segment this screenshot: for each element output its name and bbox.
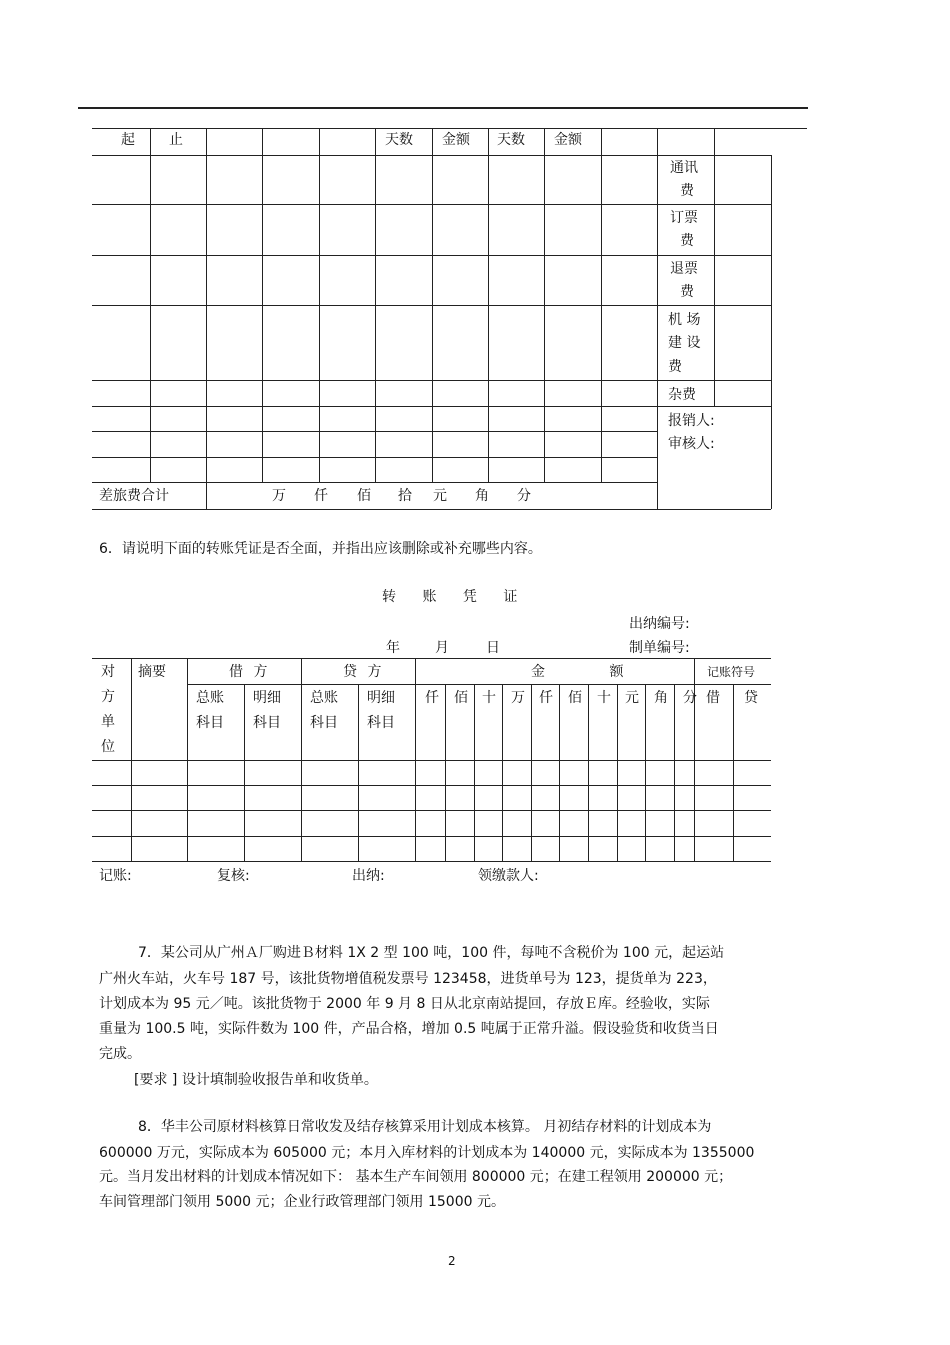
grid-line xyxy=(559,684,560,861)
mark-credit: 贷 xyxy=(744,690,758,706)
grid-line xyxy=(657,255,771,256)
side-item-refund: 费 xyxy=(680,284,694,300)
reimburser-label: 报销人: xyxy=(668,413,715,429)
grid-line xyxy=(771,155,772,509)
digit-col: 仟 xyxy=(425,690,439,706)
sub-general-credit: 科目 xyxy=(310,715,338,731)
grid-line xyxy=(92,836,771,837)
digit-col: 十 xyxy=(482,690,496,706)
total-unit: 佰 xyxy=(357,488,371,504)
grid-line xyxy=(645,684,646,861)
sub-detail-credit: 明细 xyxy=(367,690,395,706)
grid-line xyxy=(301,658,302,861)
voucher-top xyxy=(92,658,771,659)
q8-line: 车间管理部门领用 5000 元；企业行政管理部门领用 15000 元。 xyxy=(99,1194,505,1210)
grid-line xyxy=(92,305,657,306)
grid-line xyxy=(92,431,657,432)
grid-line xyxy=(244,684,245,861)
grid-line xyxy=(187,658,188,861)
total-unit: 拾 xyxy=(398,488,412,504)
grid-line xyxy=(415,658,416,861)
sub-general-debit: 总账 xyxy=(196,690,224,706)
grid-line xyxy=(657,204,771,205)
side-item-booking: 订票 xyxy=(670,210,698,226)
grid-line xyxy=(445,684,446,861)
grid-line xyxy=(206,128,207,509)
digit-col: 仟 xyxy=(539,690,553,706)
q6-text: 6．请说明下面的转账凭证是否全面，并指出应该删除或补充哪些内容。 xyxy=(99,541,542,557)
voucher-title: 转 账 凭 证 xyxy=(382,589,518,605)
voucher-bottom xyxy=(92,861,771,862)
prep-number-label: 制单编号: xyxy=(629,640,690,656)
side-item-airport-fee: 费 xyxy=(668,359,682,375)
col-party: 单 xyxy=(101,714,115,730)
digit-col: 角 xyxy=(654,690,668,706)
travel-table-bottom xyxy=(92,509,771,510)
grid-line xyxy=(92,406,657,407)
q8-line: 元。当月发出材料的计划成本情况如下： 基本生产车间领用 800000 元；在建工程领用 200000 元； xyxy=(99,1169,733,1185)
digit-col: 分 xyxy=(683,690,697,706)
header-end: 止 xyxy=(169,132,183,148)
grid-line xyxy=(92,155,657,156)
col-amount: 金 额 xyxy=(531,664,624,680)
grid-line xyxy=(657,155,771,156)
grid-line xyxy=(187,684,771,685)
q7-line: 7．某公司从广州Ａ厂购进Ｂ材料 1X 2 型 100 吨，100 件，每吨不含税价为 100 元，起运站 xyxy=(138,945,725,961)
side-item-communication: 通讯 xyxy=(670,160,698,176)
grid-line xyxy=(92,810,771,811)
digit-col: 万 xyxy=(511,690,525,706)
grid-line xyxy=(588,684,589,861)
q7-line: 计划成本为 95 元／吨。该批货物于 2000 年 9 月 8 日从北京南站提回，存放Ｅ库。经验收，实际 xyxy=(99,996,710,1012)
mark-debit: 借 xyxy=(706,690,720,706)
side-item-misc: 杂费 xyxy=(668,387,696,403)
grid-line xyxy=(657,406,771,407)
side-item-refund: 退票 xyxy=(670,261,698,277)
reviewer-label: 审核人: xyxy=(668,436,715,452)
top-rule xyxy=(78,107,808,109)
col-party: 方 xyxy=(101,689,115,705)
footer-cashier: 出纳: xyxy=(352,868,385,884)
q8-line: 8．华丰公司原材料核算日常收发及结存核算采用计划成本核算。 月初结存材料的计划成本为 xyxy=(138,1119,712,1135)
grid-line xyxy=(674,684,675,861)
grid-line xyxy=(92,457,657,458)
total-unit: 分 xyxy=(517,488,531,504)
grid-line xyxy=(502,684,503,861)
sub-detail-debit: 科目 xyxy=(253,715,281,731)
col-party: 位 xyxy=(101,739,115,755)
cashier-number-label: 出纳编号: xyxy=(629,616,690,632)
grid-line xyxy=(92,380,657,381)
sub-general-debit: 科目 xyxy=(196,715,224,731)
grid-line xyxy=(657,380,771,381)
q7-line: 广州火车站，火车号 187 号，该批货物增值税发票号 123458，进货单号为 123，提货单为 223， xyxy=(99,971,717,987)
footer-receiver: 领缴款人: xyxy=(478,868,539,884)
page-number: 2 xyxy=(448,1254,456,1268)
grid-line xyxy=(694,658,695,861)
side-item-airport-fee: 建 设 xyxy=(668,335,701,351)
grid-line xyxy=(92,204,657,205)
travel-table-top xyxy=(92,128,807,129)
grid-line xyxy=(92,482,657,483)
col-summary: 摘要 xyxy=(138,664,166,680)
grid-line xyxy=(531,684,532,861)
total-unit: 仟 xyxy=(314,488,328,504)
grid-line xyxy=(92,255,657,256)
header-amount-2: 金额 xyxy=(554,132,582,148)
sub-general-credit: 总账 xyxy=(310,690,338,706)
col-party: 对 xyxy=(101,664,115,680)
date-year: 年 xyxy=(386,640,400,656)
sub-detail-debit: 明细 xyxy=(253,690,281,706)
side-item-communication: 费 xyxy=(680,183,694,199)
grid-line xyxy=(657,305,771,306)
header-days-1: 天数 xyxy=(385,132,413,148)
total-label: 差旅费合计 xyxy=(99,488,169,504)
header-start: 起 xyxy=(121,132,135,148)
header-amount-1: 金额 xyxy=(442,132,470,148)
digit-col: 佰 xyxy=(454,690,468,706)
total-unit: 万 xyxy=(272,488,286,504)
col-posting-mark: 记账符号 xyxy=(707,665,756,679)
date-month: 月 xyxy=(435,640,449,656)
grid-line xyxy=(131,658,132,861)
col-debit: 借 方 xyxy=(229,664,268,680)
q8-line: 600000 万元，实际成本为 605000 元；本月入库材料的计划成本为 140000 元，实际成本为 1355000 xyxy=(99,1145,755,1161)
grid-line xyxy=(474,684,475,861)
q7-line: 重量为 100.5 吨，实际件数为 100 件，产品合格，增加 0.5 吨属于正常升溢。假设验货和收货当日 xyxy=(99,1021,719,1037)
date-day: 日 xyxy=(486,640,500,656)
side-item-booking: 费 xyxy=(680,233,694,249)
digit-col: 元 xyxy=(625,690,639,706)
grid-line xyxy=(714,128,715,406)
q7-line: 完成。 xyxy=(99,1046,141,1062)
sub-detail-credit: 科目 xyxy=(367,715,395,731)
grid-line xyxy=(733,684,734,861)
grid-line xyxy=(657,128,658,509)
grid-line xyxy=(617,684,618,861)
grid-line xyxy=(92,760,771,761)
grid-line xyxy=(358,684,359,861)
q7-requirement: [要求 ] 设计填制验收报告单和收货单。 xyxy=(134,1072,378,1088)
total-unit: 元 xyxy=(433,488,447,504)
footer-reviewer: 复核: xyxy=(217,868,250,884)
footer-bookkeeper: 记账: xyxy=(99,868,132,884)
header-days-2: 天数 xyxy=(497,132,525,148)
total-unit: 角 xyxy=(475,488,489,504)
col-credit: 贷 方 xyxy=(343,664,382,680)
digit-col: 十 xyxy=(597,690,611,706)
grid-line xyxy=(92,785,771,786)
side-item-airport-fee: 机 场 xyxy=(668,312,701,328)
digit-col: 佰 xyxy=(568,690,582,706)
